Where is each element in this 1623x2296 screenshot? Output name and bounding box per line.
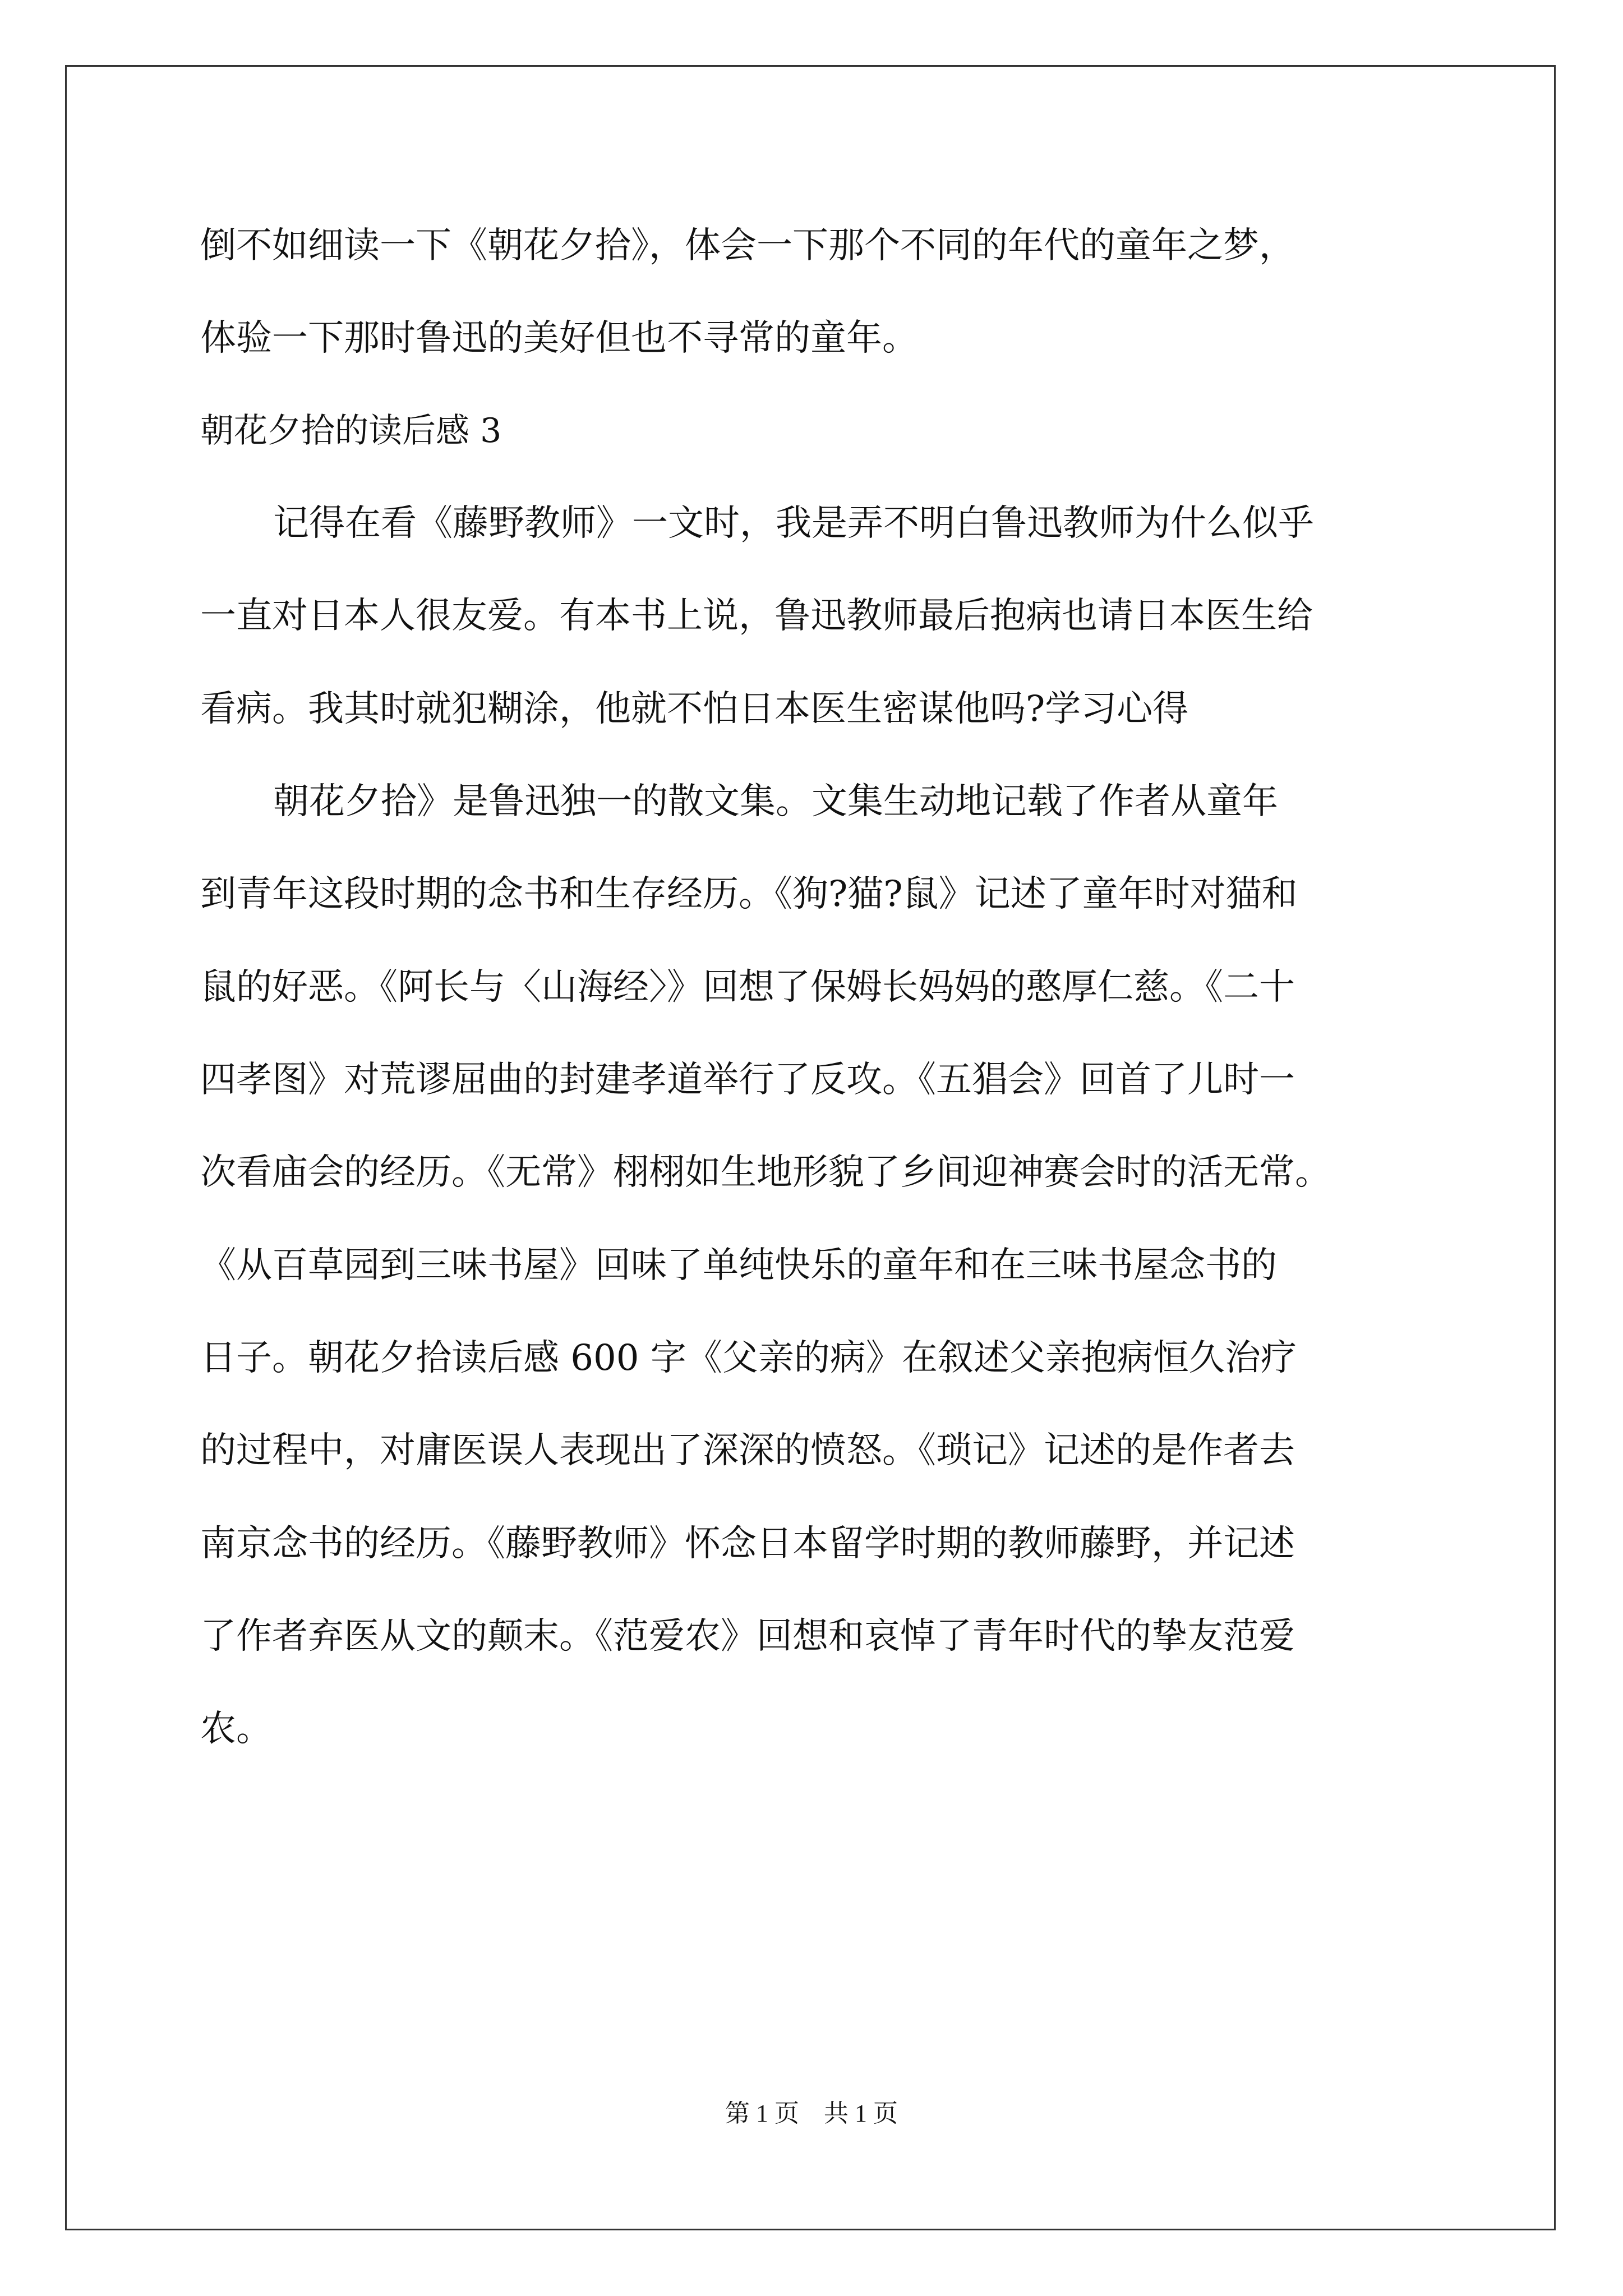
paragraph1-line-3: 看病。我其时就犯糊涂，他就不怕日本医生密谋他吗?学习心得 [200,688,1189,730]
paragraph2-line-5: 次看庙会的经历。《无常》栩栩如生地形貌了乡间迎神赛会时的活无常。 [200,1152,1331,1193]
paragraph2-line-9: 南京念书的经历。《藤野教师》怀念日本留学时期的教师藤野，并记述 [200,1523,1295,1565]
paragraph2-line-11: 农。 [200,1708,272,1750]
paragraph2-line-8: 的过程中，对庸医误人表现出了深深的愤怒。《琐记》记述的是作者去 [200,1430,1295,1471]
intro-line-1: 倒不如细读一下《朝花夕拾》，体会一下那个不同的年代的童年之梦， [200,225,1295,266]
section-title: 朝花夕拾的读后感 3 [200,411,502,450]
intro-line-2: 体验一下那时鲁迅的美好但也不寻常的童年。 [200,318,918,359]
paragraph1-line-1: 记得在看《藤野教师》一文时，我是弄不明白鲁迅教师为什么似乎 [273,503,1314,544]
paragraph2-line-2: 到青年这段时期的念书和生存经历。《狗?猫?鼠》记述了童年时对猫和 [200,873,1298,915]
paragraph2-line-1: 朝花夕拾》是鲁迅独一的散文集。文集生动地记载了作者从童年 [273,781,1278,822]
paragraph2-line-7: 日子。朝花夕拾读后感 600 字《父亲的病》在叙述父亲抱病恒久治疗 [200,1337,1297,1379]
paragraph2-line-4: 四孝图》对荒谬屈曲的封建孝道举行了反攻。《五猖会》回首了儿时一 [200,1059,1295,1101]
paragraph2-line-3: 鼠的好恶。《阿长与〈山海经〉》回想了保姆长妈妈的憨厚仁慈。《二十 [200,967,1295,1008]
paragraph1-line-2: 一直对日本人很友爱。有本书上说，鲁迅教师最后抱病也请日本医生给 [200,595,1313,637]
page-number-footer: 第 1 页 共 1 页 [725,2100,898,2127]
paragraph2-line-10: 了作者弃医从文的颠末。《范爱农》回想和哀悼了青年时代的挚友范爱 [200,1616,1295,1657]
paragraph2-line-6: 《从百草园到三味书屋》回味了单纯快乐的童年和在三味书屋念书的 [200,1245,1277,1286]
